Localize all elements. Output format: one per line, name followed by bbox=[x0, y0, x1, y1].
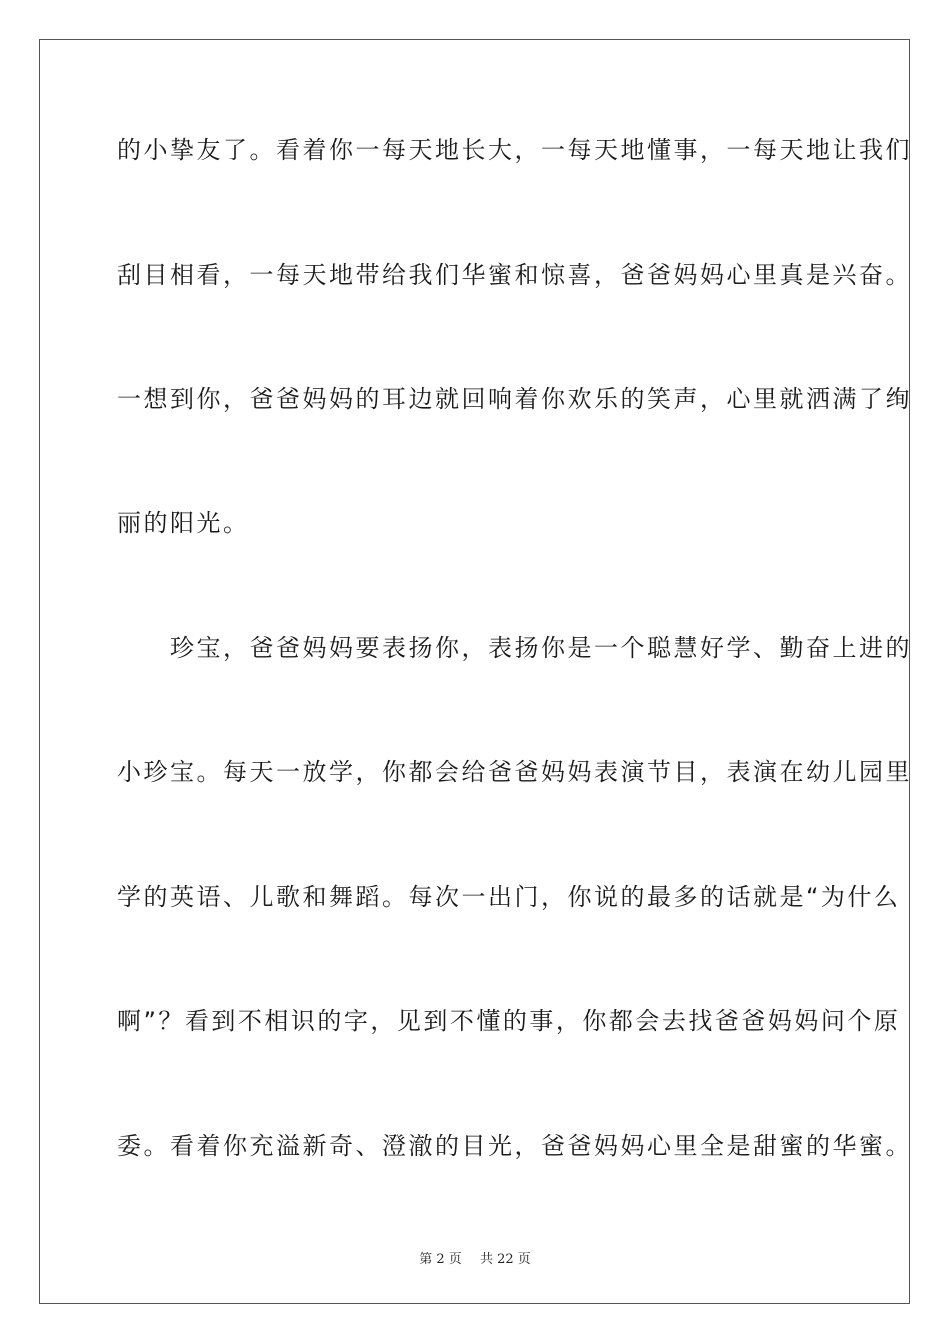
text-line: 学的英语、儿歌和舞蹈。每次一出门，你说的最多的话就是“为什么 bbox=[117, 883, 901, 911]
text-line: 小珍宝。每天一放学，你都会给爸爸妈妈表演节目，表演在幼儿园里 bbox=[117, 758, 912, 786]
page-frame bbox=[39, 39, 910, 1304]
text-line: 委。看着你充溢新奇、澄澈的目光，爸爸妈妈心里全是甜蜜的华蜜。 bbox=[117, 1132, 912, 1160]
text-line: 的小挚友了。看着你一每天地长大，一每天地懂事，一每天地让我们 bbox=[117, 136, 912, 164]
text-line: 丽的阳光。 bbox=[117, 509, 250, 537]
text-line: 一想到你，爸爸妈妈的耳边就回响着你欢乐的笑声，心里就洒满了绚 bbox=[117, 385, 912, 413]
page-number: 第 2 页 bbox=[419, 1252, 462, 1267]
page-total: 共 22 页 bbox=[479, 1252, 531, 1267]
text-line: 啊”？看到不相识的字，见到不懂的事，你都会去找爸爸妈妈问个原 bbox=[117, 1007, 901, 1035]
page-footer bbox=[0, 1248, 950, 1267]
text-line: 刮目相看，一每天地带给我们华蜜和惊喜，爸爸妈妈心里真是兴奋。 bbox=[117, 261, 912, 289]
text-line: 珍宝，爸爸妈妈要表扬你，表扬你是一个聪慧好学、勤奋上进的 bbox=[117, 634, 912, 662]
